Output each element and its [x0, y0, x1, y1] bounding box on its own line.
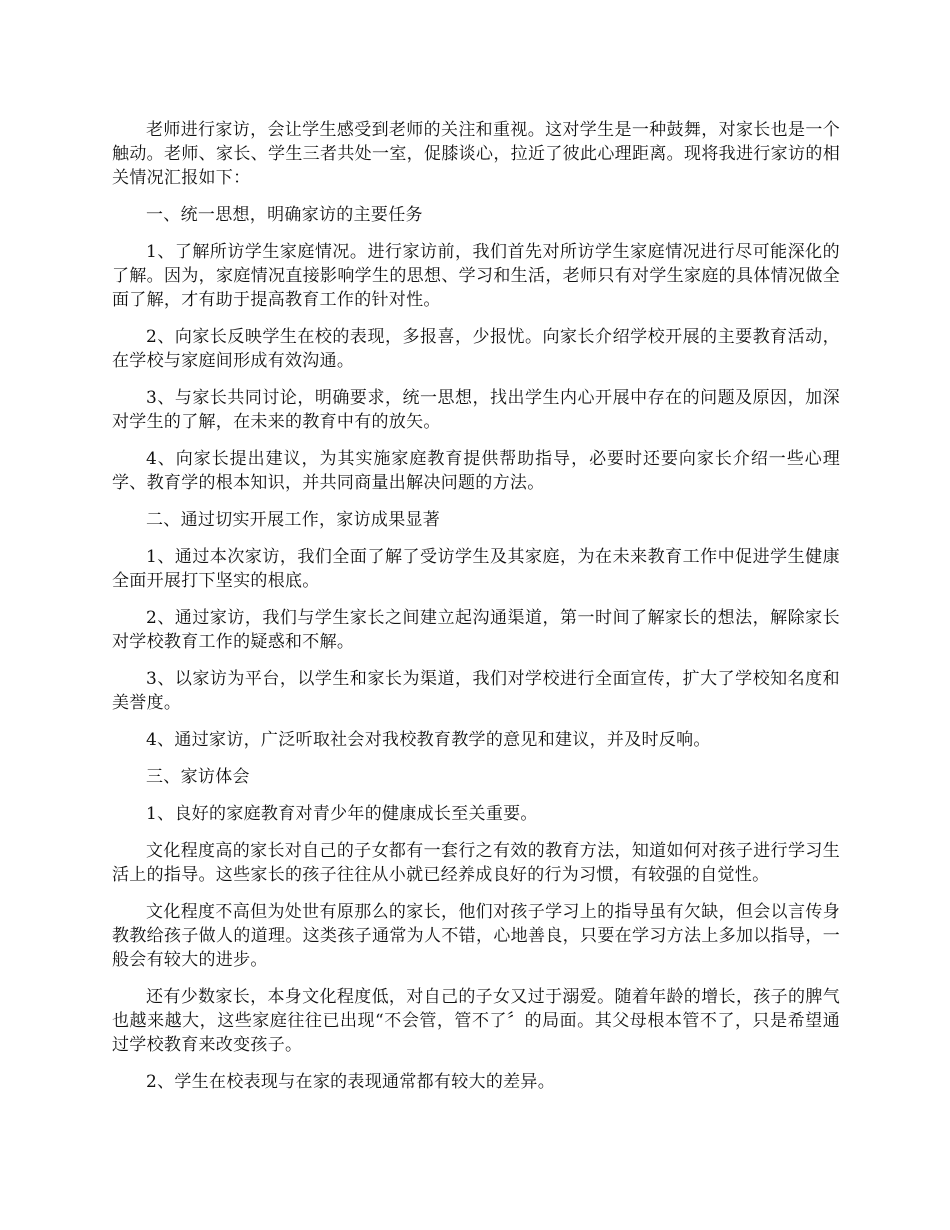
- paragraph: 还有少数家长，本身文化程度低，对自己的子女又过于溺爱。随着年龄的增长，孩子的脾气也越来越大，这些家庭往往已出现“不会管，管不了〞的局面。其父母根本管不了，只是希望通过学校教育来改变孩子。: [112, 987, 840, 1055]
- section-heading-1: 一、统一思想，明确家访的主要任务: [146, 205, 423, 225]
- paragraph: 2、向家长反映学生在校的表现，多报喜，少报忧。向家长介绍学校开展的主要教育活动，在学校与家庭间形成有效沟通。: [112, 327, 840, 371]
- paragraph: 3、与家长共同讨论，明确要求，统一思想，找出学生内心开展中存在的问题及原因，加深对学生的了解，在未来的教育中有的放矢。: [112, 388, 840, 432]
- paragraph: 3、以家访为平台，以学生和家长为渠道，我们对学校进行全面宣传，扩大了学校知名度和美誉度。: [112, 669, 840, 713]
- paragraph: 4、通过家访，广泛听取社会对我校教育教学的意见和建议，并及时反响。: [146, 730, 711, 750]
- paragraph: 1、了解所访学生家庭情况。进行家访前，我们首先对所访学生家庭情况进行尽可能深化的了解。因为，家庭情况直接影响学生的思想、学习和生活，老师只有对学生家庭的具体情况做全面了解，才有助于提高教育工作的针对性。: [112, 242, 840, 310]
- paragraph: 文化程度不高但为处世有原那么的家长，他们对孩子学习上的指导虽有欠缺，但会以言传身教教给孩子做人的道理。这类孩子通常为人不错，心地善良，只要在学习方法上多加以指导，一般会有较大的进步。: [112, 902, 840, 970]
- paragraph: 文化程度高的家长对自己的子女都有一套行之有效的教育方法，知道如何对孩子进行学习生活上的指导。这些家长的孩子往往从小就已经养成良好的行为习惯，有较强的自觉性。: [112, 841, 840, 885]
- paragraph: 2、学生在校表现与在家的表现通常都有较大的差异。: [146, 1072, 556, 1092]
- paragraph: 1、良好的家庭教育对青少年的健康成长至关重要。: [146, 804, 538, 824]
- paragraph: 4、向家长提出建议，为其实施家庭教育提供帮助指导，必要时还要向家长介绍一些心理学、教育学的根本知识，并共同商量出解决问题的方法。: [112, 449, 840, 493]
- paragraph: 1、通过本次家访，我们全面了解了受访学生及其家庭，为在未来教育工作中促进学生健康全面开展打下坚实的根底。: [112, 547, 840, 591]
- document-body: [112, 118, 840, 1107]
- section-heading-2: 二、通过切实开展工作，家访成果显著: [146, 510, 441, 530]
- intro-paragraph: 老师进行家访，会让学生感受到老师的关注和重视。这对学生是一种鼓舞，对家长也是一个触动。老师、家长、学生三者共处一室，促膝谈心，拉近了彼此心理距离。现将我进行家访的相关情况汇报如下：: [112, 120, 840, 188]
- paragraph: 2、通过家访，我们与学生家长之间建立起沟通渠道，第一时间了解家长的想法，解除家长对学校教育工作的疑惑和不解。: [112, 608, 840, 652]
- section-heading-3: 三、家访体会: [146, 767, 250, 787]
